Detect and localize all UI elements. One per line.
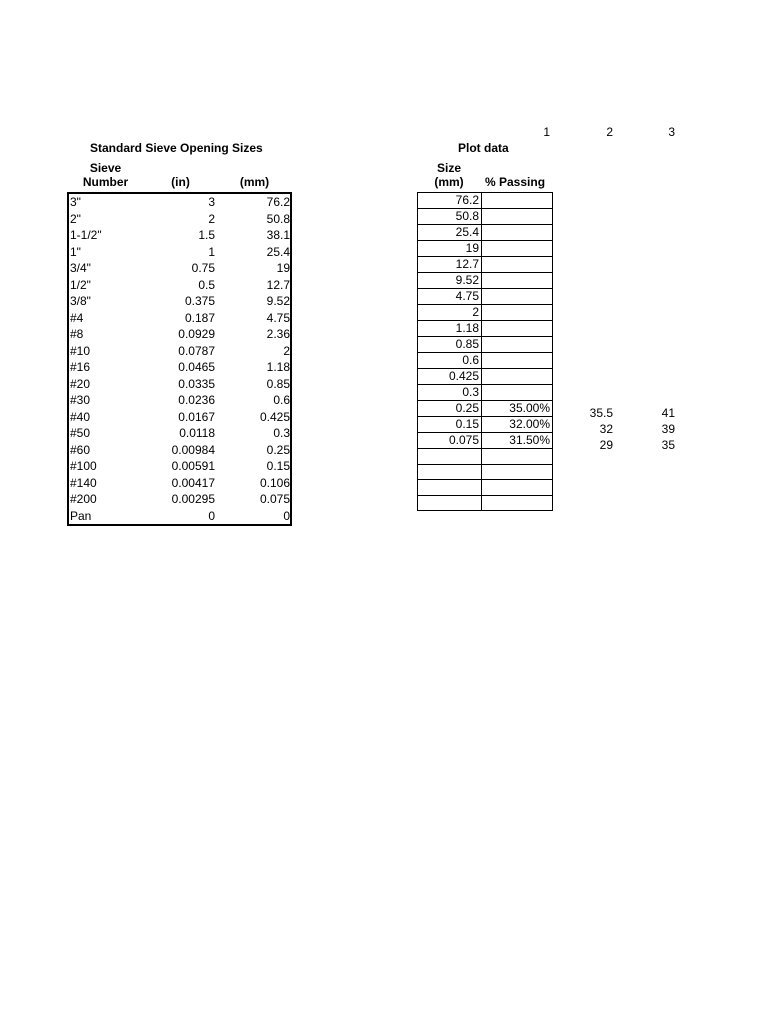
opening-in-cell: 0.0118	[179, 426, 215, 440]
sieve-number-cell: #8	[70, 327, 84, 341]
plot-size-cell: 12.7	[418, 257, 482, 273]
plot-row	[418, 337, 553, 353]
opening-mm-cell: 0.3	[273, 426, 290, 440]
plot-passing-cell	[482, 305, 553, 321]
extra-col2-value: 29	[599, 438, 613, 452]
plot-row	[418, 305, 553, 321]
sieve-row	[69, 425, 290, 442]
opening-in-cell: 0.5	[198, 277, 215, 292]
plot-size-cell	[418, 480, 482, 496]
sieve-number-cell: Pan	[70, 508, 92, 523]
opening-in-cell: 0.00984	[171, 442, 215, 457]
opening-in-cell: 0.187	[184, 310, 215, 325]
plot-passing-cell	[482, 289, 553, 305]
sieve-row	[69, 409, 290, 426]
plot-row	[418, 353, 553, 369]
plot-row	[418, 385, 553, 401]
plot-row	[418, 321, 553, 337]
plot-size-cell: 1.18	[418, 321, 482, 337]
plot-size-cell: 0.425	[418, 369, 482, 385]
sieve-row	[69, 260, 290, 277]
plot-size-cell: 0.85	[418, 337, 482, 353]
opening-in-cell: 1	[208, 244, 215, 259]
plot-passing-cell	[482, 321, 553, 337]
plot-size-cell: 0.25	[418, 401, 482, 417]
opening-mm-cell: 0.85	[266, 376, 290, 391]
plot-passing-cell	[482, 193, 553, 209]
plot-row	[418, 480, 553, 496]
sieve-number-cell: #30	[70, 393, 91, 407]
sieve-number-cell: #100	[70, 459, 97, 473]
sieve-number-cell: #10	[70, 343, 91, 358]
opening-mm-cell: 1.18	[266, 360, 290, 374]
opening-in-cell: 0.375	[184, 294, 215, 308]
plot-row	[418, 401, 553, 417]
plot-row	[418, 225, 553, 241]
sieve-row	[69, 491, 290, 508]
sieve-number-cell: #20	[70, 376, 91, 391]
opening-in-cell: 3	[208, 195, 215, 209]
opening-mm-cell: 38.1	[266, 228, 290, 242]
plot-row	[418, 417, 553, 433]
plot-passing-cell	[482, 353, 553, 369]
sieve-number-cell: 3/4"	[70, 261, 91, 275]
header-passing: % Passing	[485, 175, 546, 189]
sieve-row	[69, 475, 290, 492]
opening-in-cell: 0.0167	[178, 409, 215, 424]
sieve-row	[69, 277, 290, 294]
plot-row	[418, 241, 553, 257]
extra-col2-value: 35.5	[589, 406, 613, 420]
header-size-line1: Size	[436, 161, 461, 175]
opening-mm-cell: 12.7	[266, 277, 290, 292]
extra-col3-value: 39	[661, 422, 675, 436]
opening-mm-cell: 9.52	[266, 294, 290, 308]
opening-mm-cell: 0.425	[259, 409, 290, 424]
opening-mm-cell: 76.2	[266, 195, 290, 209]
plot-row	[418, 495, 553, 511]
plot-passing-cell	[482, 464, 553, 480]
plot-row	[418, 433, 553, 449]
opening-in-cell: 0.75	[191, 261, 215, 275]
opening-in-cell: 0.0335	[178, 376, 215, 391]
opening-in-cell: 0.0929	[178, 327, 215, 341]
opening-mm-cell: 2.36	[266, 327, 290, 341]
plot-data-table	[417, 192, 553, 511]
opening-mm-cell: 4.75	[266, 310, 290, 325]
plot-table-title: Plot data	[458, 141, 509, 155]
opening-mm-cell: 0	[283, 508, 290, 523]
sieve-row	[69, 508, 290, 525]
header-mm: (mm)	[239, 175, 270, 189]
opening-in-cell: 2	[208, 211, 215, 226]
plot-size-cell: 0.075	[418, 433, 482, 449]
opening-in-cell: 0.00591	[171, 459, 215, 473]
plot-size-cell	[418, 464, 482, 480]
opening-in-cell: 0.0787	[178, 343, 215, 358]
extra-col3-value: 35	[661, 438, 675, 452]
sieve-row	[69, 244, 290, 261]
extra-col3-value: 41	[661, 406, 675, 420]
sieve-row	[69, 326, 290, 343]
sieve-row	[69, 442, 290, 459]
sieve-number-cell: #40	[70, 409, 91, 424]
sieve-table-title: Standard Sieve Opening Sizes	[90, 141, 263, 155]
plot-row	[418, 449, 553, 465]
extra-col2-value: 32	[599, 422, 613, 436]
opening-mm-cell: 19	[276, 261, 290, 275]
opening-mm-cell: 25.4	[266, 244, 290, 259]
sieve-row	[69, 227, 290, 244]
sieve-number-cell: 2"	[70, 211, 81, 226]
plot-size-cell: 9.52	[418, 273, 482, 289]
plot-size-cell	[418, 449, 482, 465]
plot-size-cell: 50.8	[418, 209, 482, 225]
plot-passing-cell	[482, 257, 553, 273]
opening-in-cell: 1.5	[198, 228, 215, 242]
sieve-table	[67, 192, 292, 526]
sieve-row	[69, 376, 290, 393]
column-number-2: 2	[606, 125, 613, 139]
sieve-row	[69, 343, 290, 360]
plot-passing-cell	[482, 337, 553, 353]
plot-passing-cell: 31.50%	[482, 433, 553, 449]
sieve-number-cell: 3/8"	[70, 294, 91, 308]
header-sieve-line1: Sieve	[89, 161, 122, 175]
sieve-row	[69, 310, 290, 327]
column-number-3: 3	[668, 125, 675, 139]
sieve-number-cell: 1"	[70, 244, 81, 259]
opening-mm-cell: 50.8	[266, 211, 290, 226]
opening-mm-cell: 0.25	[266, 442, 290, 457]
sieve-number-cell: #4	[70, 310, 84, 325]
plot-size-cell: 0.3	[418, 385, 482, 401]
plot-passing-cell: 32.00%	[482, 417, 553, 433]
plot-passing-cell	[482, 369, 553, 385]
header-sieve-line2: Number	[82, 175, 129, 189]
sieve-number-cell: #16	[70, 360, 91, 374]
opening-mm-cell: 0.106	[259, 475, 290, 490]
opening-mm-cell: 2	[283, 343, 290, 358]
sieve-number-cell: 1-1/2"	[70, 228, 102, 242]
plot-passing-cell	[482, 449, 553, 465]
column-number-1: 1	[543, 125, 550, 139]
plot-passing-cell	[482, 480, 553, 496]
header-size-line2: (mm)	[434, 175, 464, 189]
plot-row	[418, 369, 553, 385]
plot-row	[418, 209, 553, 225]
opening-in-cell: 0.0465	[178, 360, 215, 374]
sieve-row	[69, 359, 290, 376]
plot-size-cell: 19	[418, 241, 482, 257]
plot-size-cell	[418, 495, 482, 511]
sieve-row	[69, 458, 290, 475]
sieve-row	[69, 211, 290, 228]
opening-mm-cell: 0.15	[266, 459, 290, 473]
opening-mm-cell: 0.6	[273, 393, 290, 407]
plot-row	[418, 289, 553, 305]
opening-mm-cell: 0.075	[259, 492, 290, 506]
plot-row	[418, 464, 553, 480]
plot-size-cell: 0.6	[418, 353, 482, 369]
sieve-number-cell: 1/2"	[70, 277, 91, 292]
sieve-number-cell: #200	[70, 492, 97, 506]
plot-passing-cell	[482, 225, 553, 241]
plot-row	[418, 257, 553, 273]
plot-row	[418, 193, 553, 209]
header-in: (in)	[171, 175, 190, 189]
plot-passing-cell	[482, 495, 553, 511]
sieve-number-cell: #60	[70, 442, 91, 457]
sieve-row	[69, 194, 290, 211]
plot-passing-cell	[482, 241, 553, 257]
sieve-row	[69, 392, 290, 409]
opening-in-cell: 0	[208, 508, 215, 523]
plot-passing-cell	[482, 209, 553, 225]
plot-size-cell: 25.4	[418, 225, 482, 241]
plot-row	[418, 273, 553, 289]
plot-size-cell: 0.15	[418, 417, 482, 433]
sieve-row	[69, 293, 290, 310]
plot-passing-cell: 35.00%	[482, 401, 553, 417]
plot-size-cell: 2	[418, 305, 482, 321]
opening-in-cell: 0.0236	[178, 393, 215, 407]
plot-passing-cell	[482, 273, 553, 289]
sieve-number-cell: 3"	[70, 195, 81, 209]
opening-in-cell: 0.00417	[171, 475, 215, 490]
opening-in-cell: 0.00295	[171, 492, 215, 506]
sieve-number-cell: #50	[70, 426, 91, 440]
plot-size-cell: 4.75	[418, 289, 482, 305]
plot-size-cell: 76.2	[418, 193, 482, 209]
plot-passing-cell	[482, 385, 553, 401]
sieve-number-cell: #140	[70, 475, 97, 490]
